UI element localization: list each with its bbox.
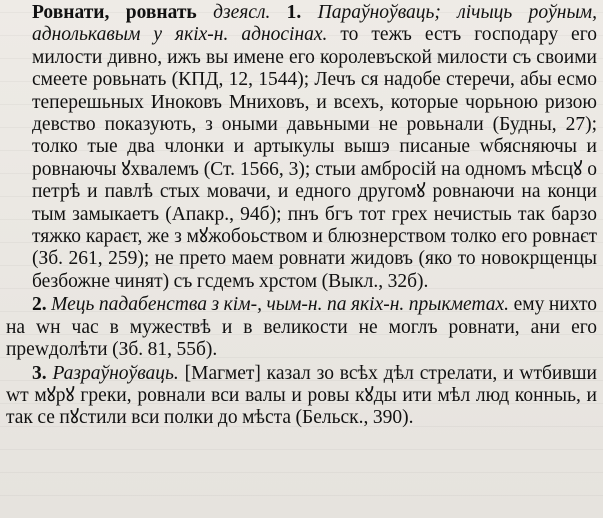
sense-1-paragraph (6, 2, 597, 293)
sense-2-number: 2. (32, 294, 47, 316)
headword: Ровнати, ровнать (32, 2, 197, 23)
sense-3-citations: [Магмет] казал зо всѣх дѣл стрелати, и wтбивши wт мꙋрꙋ греки, ровнали вси валы и ровы кꙋды ити мѣл люд конныь, и так се пꙋстили вси полки до мѣста (Бельск., 390). (6, 362, 597, 429)
sense-1-citations: то тежъ естъ господару его милости дивно, ижъ вы имене его королевъской милости съ своими смеете ровьнать (КПД, 12, 1544); Лечъ ся надобе стеречи, абы есмо теперешьных Иноковъ Мниховъ, и всехъ, которые чорьною ризою девство показують, з оными давьными не ровьнали (Будны, 27); толко тые два члонки и артыкулы вышэ писаные wбясняючы и ровнаючы ꙋхвалемъ (Ст. 1566, 3); стыи амбросій на одномъ мѣсцꙋ о петрѣ и павлѣ стых мовачи, и едного другомꙋ ровнаючи на конци тым замыкаетъ (Апакр., 94б); пнъ бгъ тот грех нечистыь так барзо тяжко караєт, же з мꙋжобоьством и блюзнерством толко его ровнаєт (Зб. 261, 259); не прето маем ровнати жидовъ (яко то новокрщенцы безбожне чинят) съ гсдемъ хрстом (Выкл., 32б). (32, 24, 597, 292)
sense-1-gloss: Параўноўваць; лічыць роўным, аднолькавым у якіх-н. адносінах. (32, 2, 597, 46)
sense-2-paragraph (6, 294, 597, 361)
sense-3-number: 3. (32, 362, 47, 384)
sense-3-paragraph (6, 363, 597, 430)
sense-3-gloss: Разраўноўваць. (52, 362, 179, 384)
sense-2-gloss: Мець падабенства з кім-, чым-н. па якіх-н. прыкметах. (51, 294, 510, 316)
sense-1-number: 1. (286, 2, 302, 23)
part-of-speech: дзеясл. (213, 2, 271, 23)
sense-2-citations: ему нихто на wн час в мужествѣ и в великости не моглъ ровнати, ани его преwдолѣти (Зб. 81, 55б). (6, 294, 597, 361)
